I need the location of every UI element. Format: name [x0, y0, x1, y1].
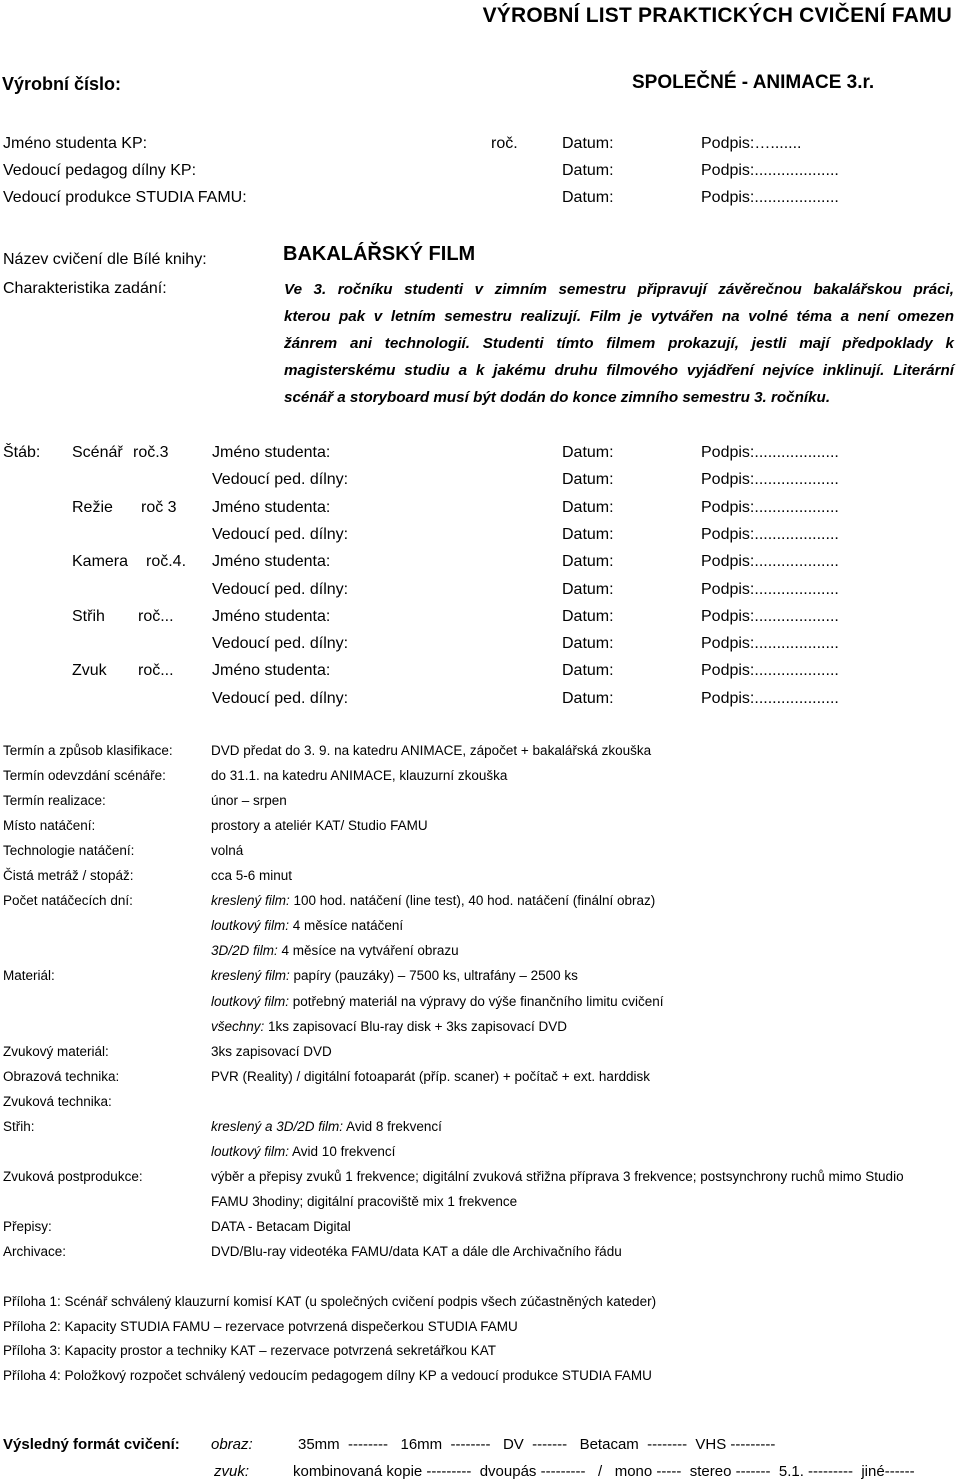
staff-sign: Podpis:................... — [701, 662, 839, 680]
staff-label: Štáb: — [3, 444, 41, 461]
signature-date: Datum: — [562, 189, 614, 206]
detail-value — [211, 818, 428, 833]
staff-year: roč... — [138, 662, 174, 680]
detail-text: Avid 8 frekvencí — [343, 1118, 442, 1134]
detail-value — [211, 743, 651, 758]
staff-date: Datum: — [562, 525, 614, 543]
exercise-name: BAKALÁŘSKÝ FILM — [283, 243, 476, 265]
assignment-text — [284, 276, 954, 411]
detail-text: prostory a ateliér KAT/ Studio FAMU — [211, 818, 428, 834]
detail-value — [211, 1219, 351, 1234]
detail-value — [211, 843, 243, 858]
detail-value — [211, 994, 663, 1009]
detail-text: PVR (Reality) / digitální fotoaparát (příp. scaner) + počítač + ext. harddisk — [211, 1068, 650, 1084]
staff-section: Střih — [72, 607, 105, 625]
staff-year: roč.4. — [146, 553, 187, 571]
detail-text: 1ks zapisovací Blu-ray disk + 3ks zapisovací DVD — [264, 1018, 568, 1034]
staff-role: Vedoucí ped. dílny: — [212, 635, 349, 653]
detail-prefix: loutkový film: — [211, 918, 290, 934]
detail-prefix: kreslený film: — [211, 893, 290, 909]
staff-date: Datum: — [562, 553, 614, 571]
assignment-line: scénář a storyboard musí být dodán do konce zimního semestru 3. ročníku. — [284, 389, 831, 406]
staff-sign: Podpis:................... — [701, 553, 839, 571]
assignment-line: žánrem ani technologií. Studenti tímto filmem prokazují, jestli mají předpoklady k — [284, 335, 954, 352]
detail-value — [211, 1069, 650, 1084]
detail-prefix: loutkový film: — [211, 1143, 290, 1159]
assignment-line: magisterskému studiu a k jakému druhu filmového vyjádření nejvíce inklinují. Literární — [284, 362, 954, 379]
staff-date: Datum: — [562, 689, 614, 707]
staff-sign: Podpis:................... — [701, 525, 839, 543]
detail-value — [211, 1119, 442, 1134]
staff-section: Režie — [72, 498, 113, 516]
detail-label: Místo natáčení: — [3, 818, 96, 834]
detail-prefix: všechny: — [211, 1018, 265, 1034]
detail-text: cca 5-6 minut — [211, 868, 293, 884]
detail-prefix: kreslený a 3D/2D film: — [211, 1118, 344, 1134]
detail-text: do 31.1. na katedru ANIMACE, klauzurní zkouška — [211, 768, 508, 784]
detail-label: Obrazová technika: — [3, 1068, 120, 1084]
signature-sign: Podpis:................... — [701, 162, 839, 179]
staff-date: Datum: — [562, 662, 614, 680]
detail-text: papíry (pauzáky) – 7500 ks, ultrafány – 2500 ks — [289, 968, 578, 984]
staff-date: Datum: — [562, 607, 614, 625]
detail-value — [211, 1194, 517, 1209]
detail-prefix: kreslený film: — [211, 968, 290, 984]
staff-role: Jméno studenta: — [212, 553, 331, 571]
detail-value — [211, 1019, 567, 1034]
detail-text: FAMU 3hodiny; digitální pracoviště mix 1 frekvence — [211, 1193, 518, 1209]
staff-date: Datum: — [562, 498, 614, 516]
attachment-item: Příloha 1: Scénář schválený klauzurní komisí KAT (u společných cvičení podpis všech zúčastněných kateder) — [3, 1294, 657, 1309]
detail-value — [211, 768, 507, 783]
detail-label: Střih: — [3, 1118, 35, 1134]
production-number-label: Výrobní číslo: — [2, 74, 122, 94]
signature-role: Vedoucí produkce STUDIA FAMU: — [3, 189, 247, 206]
format-sound-label: zvuk: — [214, 1463, 250, 1480]
signature-date: Datum: — [562, 135, 614, 152]
signature-role: Jméno studenta KP: — [3, 135, 148, 152]
staff-year: roč 3 — [141, 498, 177, 516]
detail-value — [211, 968, 578, 983]
staff-sign: Podpis:................... — [701, 444, 839, 461]
detail-text: Avid 10 frekvencí — [289, 1143, 396, 1159]
detail-prefix: 3D/2D film: — [211, 943, 278, 959]
staff-year: roč.3 — [133, 444, 169, 461]
staff-role: Vedoucí ped. dílny: — [212, 471, 349, 489]
signature-year: roč. — [491, 135, 518, 152]
detail-label: Materiál: — [3, 968, 55, 984]
detail-value — [211, 1044, 332, 1059]
staff-sign: Podpis:................... — [701, 580, 839, 598]
detail-label: Počet natáčecích dní: — [3, 893, 133, 909]
detail-value — [211, 918, 403, 933]
format-sound-options: kombinovaná kopie --------- dvoupás --------- / mono ----- stereo ------- 5.1. --------- jiné------ — [293, 1463, 915, 1480]
assignment-label: Charakteristika zadání: — [3, 280, 167, 297]
detail-value — [211, 793, 287, 808]
detail-label: Termín odevzdání scénáře: — [3, 768, 166, 784]
staff-year: roč... — [138, 607, 174, 625]
assignment-line: Ve 3. ročníku studenti v zimním semestru připravují závěrečnou bakalářskou práci, — [284, 281, 954, 298]
detail-value — [211, 868, 292, 883]
staff-role: Jméno studenta: — [212, 662, 331, 680]
detail-value — [211, 1169, 904, 1184]
signature-date: Datum: — [562, 162, 614, 179]
attachment-item: Příloha 4: Položkový rozpočet schválený vedoucím pedagogem dílny KP a vedoucí produkce STUDIA FAMU — [3, 1367, 652, 1383]
detail-label: Zvukový materiál: — [3, 1043, 109, 1059]
staff-date: Datum: — [562, 635, 614, 653]
document-title: VÝROBNÍ LIST PRAKTICKÝCH CVIČENÍ FAMU — [482, 4, 952, 27]
format-image-label: obraz: — [211, 1436, 253, 1453]
detail-text: potřebný materiál na výpravy do výše finančního limitu cvičení — [289, 993, 664, 1009]
signature-sign: Podpis:…....... — [701, 135, 802, 152]
format-label: Výsledný formát cvičení: — [3, 1436, 180, 1453]
format-image-options: 35mm -------- 16mm -------- DV ------- Betacam -------- VHS --------- — [298, 1436, 776, 1453]
signature-sign: Podpis:................... — [701, 189, 839, 206]
staff-role: Vedoucí ped. dílny: — [212, 525, 349, 543]
staff-role: Jméno studenta: — [212, 444, 331, 461]
detail-text: 4 měsíce na vytváření obrazu — [277, 943, 459, 959]
staff-sign: Podpis:................... — [701, 635, 839, 653]
detail-text: DVD předat do 3. 9. na katedru ANIMACE, zápočet + bakalářská zkouška — [211, 743, 652, 758]
staff-date: Datum: — [562, 444, 614, 461]
staff-sign: Podpis:................... — [701, 689, 839, 707]
signature-role: Vedoucí pedagog dílny KP: — [3, 162, 197, 179]
detail-text: 4 měsíce natáčení — [289, 918, 404, 934]
detail-label: Čistá metráž / stopáž: — [3, 868, 134, 884]
detail-text: volná — [211, 843, 244, 859]
detail-text: DATA - Betacam Digital — [211, 1218, 351, 1234]
staff-section: Kamera — [72, 553, 129, 571]
project-name: SPOLEČNÉ - ANIMACE 3.r. — [632, 72, 875, 93]
staff-sign: Podpis:................... — [701, 498, 839, 516]
attachment-item: Příloha 2: Kapacity STUDIA FAMU – rezervace potvrzená dispečerkou STUDIA FAMU — [3, 1318, 518, 1334]
staff-section: Zvuk — [72, 662, 107, 680]
staff-role: Jméno studenta: — [212, 498, 331, 516]
detail-label: Zvuková postprodukce: — [3, 1168, 143, 1184]
detail-text: 3ks zapisovací DVD — [211, 1043, 332, 1059]
detail-label: Technologie natáčení: — [3, 843, 135, 859]
staff-role: Vedoucí ped. dílny: — [212, 689, 349, 707]
staff-role: Vedoucí ped. dílny: — [212, 580, 349, 598]
detail-label: Termín a způsob klasifikace: — [3, 743, 173, 758]
detail-label: Archivace: — [3, 1244, 67, 1259]
staff-sign: Podpis:................... — [701, 607, 839, 625]
exercise-name-label: Název cvičení dle Bílé knihy: — [3, 251, 207, 268]
detail-value — [211, 1244, 622, 1259]
staff-date: Datum: — [562, 471, 614, 489]
detail-label: Zvuková technika: — [3, 1093, 112, 1109]
detail-text: 100 hod. natáčení (line test), 40 hod. natáčení (finální obraz) — [289, 893, 656, 909]
detail-prefix: loutkový film: — [211, 993, 290, 1009]
detail-value — [211, 893, 655, 908]
detail-text: výběr a přepisy zvuků 1 frekvence; digitální zvuková střižna příprava 3 frekvence; postsynchrony ruchů mimo Studio — [211, 1168, 904, 1184]
detail-value — [211, 943, 459, 958]
staff-date: Datum: — [562, 580, 614, 598]
detail-text: DVD/Blu-ray videotéka FAMU/data KAT a dále dle Archivačního řádu — [211, 1244, 622, 1259]
detail-text: únor – srpen — [211, 793, 287, 809]
detail-label: Přepisy: — [3, 1218, 52, 1234]
assignment-line: kterou pak v letním semestru realizují. Film je vytvářen na volné téma a není omezen — [284, 308, 954, 325]
staff-section: Scénář — [72, 444, 123, 461]
staff-sign: Podpis:................... — [701, 471, 839, 489]
attachment-item: Příloha 3: Kapacity prostor a techniky KAT – rezervace potvrzená sekretářkou KAT — [3, 1343, 496, 1358]
detail-label: Termín realizace: — [3, 793, 106, 809]
staff-role: Jméno studenta: — [212, 607, 331, 625]
detail-value — [211, 1144, 395, 1159]
